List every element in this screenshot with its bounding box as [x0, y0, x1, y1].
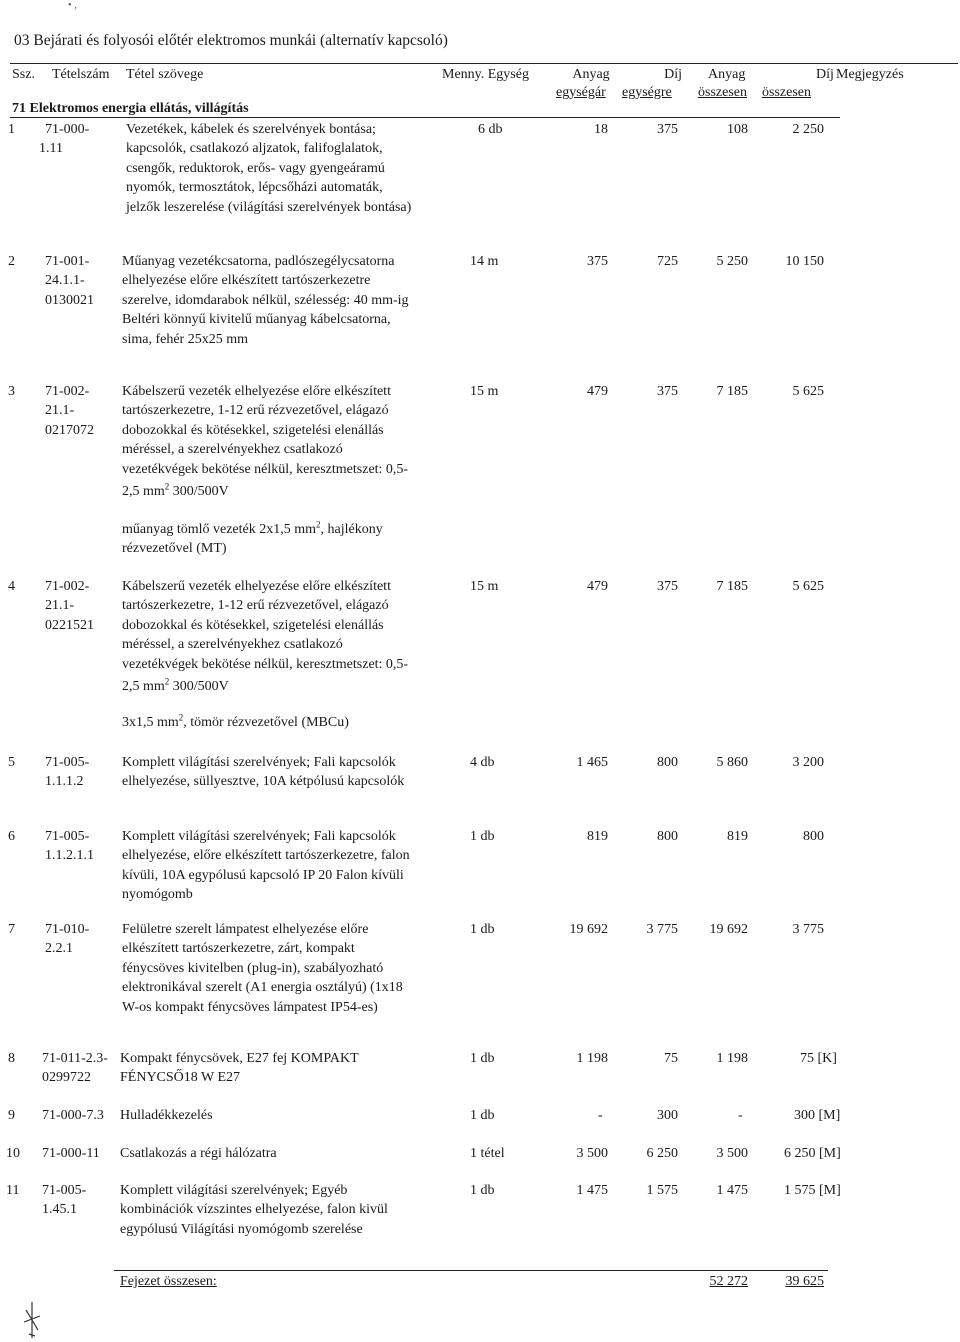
row-description — [126, 120, 411, 217]
header-anyag-osszesen-line2: összesen — [698, 85, 747, 100]
row-desc-line: méréssel, a szerelvényekhez csatlakozó — [122, 442, 343, 458]
row-desc-line: nyomógomb — [122, 887, 193, 903]
row-desc-line: elhelyezése, süllyesztve, 10A kétpólusú kapcsolók — [122, 774, 405, 790]
row-code-line: 71-005- — [42, 1183, 87, 1198]
row-fee-total: 800 — [803, 829, 824, 844]
footer-rule — [114, 1270, 828, 1271]
row-code-line: 0221521 — [45, 617, 94, 633]
row-note — [122, 520, 383, 559]
row-quantity: 1 tétel — [470, 1146, 505, 1161]
row-unit-material-price: 19 692 — [569, 922, 608, 937]
row-code-line: 71-000- — [45, 122, 90, 137]
row-material-total: 19 692 — [709, 922, 748, 937]
row-desc-line — [122, 677, 408, 696]
row-desc-line: vezetékvégek bekötése nélkül, keresztmetszet: 0,5- — [122, 461, 409, 477]
row-unit-fee: 375 — [657, 384, 678, 399]
row-code-line: 71-001- — [45, 254, 90, 269]
row-desc-line: fénycsöves kivitelben (plug-in), szabályozható — [122, 960, 384, 976]
row-desc-line: dobozokkal és kötésekkel, szigetelési elenállás — [122, 422, 384, 438]
row-desc-line: jelzők leszerelése (világítási szerelvények bontása) — [126, 199, 412, 215]
row-code-line: 0299722 — [42, 1070, 91, 1086]
row-note-text: 3x1,5 mm — [122, 715, 179, 730]
row-fee-total: 5 625 — [792, 384, 824, 399]
row-unit-material-price: 375 — [587, 254, 608, 269]
row-code-line: 0130021 — [45, 292, 94, 308]
row-fee-total: 300 [M] — [794, 1108, 841, 1123]
row-unit-fee: 6 250 — [646, 1146, 678, 1161]
row-description — [122, 827, 410, 905]
row-unit-fee: 800 — [657, 829, 678, 844]
row-material-total: 819 — [727, 829, 748, 844]
row-material-total: 5 250 — [716, 254, 748, 269]
row-desc-line: elhelyezése, előre elkészített tartószerkezetre, falon — [122, 848, 410, 864]
header-mennyiseg-egyseg: Menny. Egység — [442, 67, 529, 82]
row-code — [42, 1049, 108, 1088]
row-number: 6 — [8, 829, 15, 844]
row-fee-total: 2 250 — [792, 122, 824, 137]
row-code — [45, 753, 89, 792]
row-unit-material-price: 479 — [587, 579, 608, 594]
row-fee-total: 10 150 — [785, 254, 824, 269]
row-unit-material-price: 479 — [587, 384, 608, 399]
row-description — [122, 753, 404, 792]
row-code — [45, 577, 94, 635]
section-rule — [10, 117, 840, 118]
header-anyag-egysegar-line2: egységár — [556, 85, 606, 100]
header-anyag-osszesen-line1: Anyag — [708, 67, 746, 82]
row-description — [122, 252, 409, 349]
row-fee-total: 3 200 — [792, 755, 824, 770]
row-desc-line: Felületre szerelt lámpatest elhelyezése előre — [122, 922, 369, 937]
header-dij-osszesen-line2: összesen — [762, 85, 811, 100]
row-description — [120, 1144, 277, 1163]
row-note-text: műanyag tömlő vezeték 2x1,5 mm — [122, 522, 317, 537]
row-code-line: 0217072 — [45, 422, 94, 438]
row-description — [122, 920, 403, 1017]
row-number: 8 — [8, 1051, 15, 1066]
row-note — [122, 713, 349, 732]
row-desc-line: Kompakt fénycsövek, E27 fej KOMPAKT — [120, 1051, 359, 1066]
row-description — [122, 382, 408, 501]
row-desc-text: 2,5 mm — [122, 484, 165, 500]
chapter-fee-total: 39 625 — [785, 1274, 824, 1289]
row-number: 1 — [8, 122, 15, 137]
row-material-total: 3 500 — [716, 1146, 748, 1161]
row-quantity: 15 m — [470, 384, 499, 399]
section-heading: 71 Elektromos energia ellátás, villágítás — [12, 101, 249, 116]
row-desc-line: elhelyezése előre elkészített tartószerkezetre — [122, 273, 371, 289]
row-fee-total: 6 250 [M] — [784, 1146, 841, 1161]
row-desc-text: 300/500V — [169, 484, 229, 500]
row-quantity: 1 db — [470, 1051, 495, 1066]
row-unit-fee: 1 575 — [646, 1183, 678, 1198]
row-description — [122, 577, 408, 696]
row-desc-line: kapcsolók, csatlakozó aljzatok, falifoglalatok, — [126, 141, 383, 157]
row-unit-material-price: 1 198 — [576, 1051, 608, 1066]
row-code-line: 71-011-2.3- — [42, 1051, 108, 1066]
row-quantity: 1 db — [470, 1183, 495, 1198]
row-unit-fee: 800 — [657, 755, 678, 770]
header-ssz: Ssz. — [12, 67, 35, 82]
row-unit-material-price: 819 — [587, 829, 608, 844]
row-description — [120, 1106, 213, 1125]
row-code: 71-000-7.3 — [42, 1108, 104, 1123]
row-desc-line — [122, 482, 408, 501]
row-number: 10 — [6, 1146, 20, 1161]
row-code — [45, 920, 89, 959]
row-desc-line: dobozokkal és kötésekkel, szigetelési elenállás — [122, 617, 384, 633]
row-desc-line: Kábelszerű vezeték elhelyezése előre elkészített — [122, 579, 391, 594]
header-dij-egysegre — [622, 66, 682, 102]
row-material-total: - — [738, 1108, 743, 1123]
row-code-line: 2.2.1 — [45, 941, 73, 957]
header-anyag-osszesen — [698, 66, 747, 102]
header-anyag-egysegar — [556, 66, 616, 102]
row-code — [45, 252, 94, 310]
row-unit-material-price: 18 — [594, 122, 608, 137]
row-unit-fee: 375 — [657, 579, 678, 594]
row-material-total: 7 185 — [716, 579, 748, 594]
row-desc-line: tartószerkezetre, 1-12 erű rézvezetővel, elágazó — [122, 403, 389, 419]
row-code-line: 71-002- — [45, 384, 90, 399]
row-desc-line: Komplett világítási szerelvények; Fali kapcsolók — [122, 829, 396, 844]
chapter-material-total: 52 272 — [709, 1274, 748, 1289]
row-code-line: 1.45.1 — [42, 1202, 77, 1218]
row-code-line: 1.11 — [39, 141, 63, 157]
header-dij-egysegre-line1: Díj — [664, 67, 682, 82]
row-description — [120, 1181, 388, 1239]
row-quantity: 1 db — [470, 1108, 495, 1123]
row-unit-fee: 375 — [657, 122, 678, 137]
row-number: 7 — [8, 922, 15, 937]
row-note-line: rézvezetővel (MT) — [122, 541, 227, 557]
row-quantity: 6 db — [478, 122, 503, 137]
row-code-line: 71-002- — [45, 579, 90, 594]
row-number: 5 — [8, 755, 15, 770]
row-code-line: 71-005- — [45, 829, 90, 844]
scan-mark: • ‚ — [68, 0, 78, 11]
row-desc-line: kívüli, 10A egypólusú kapcsoló IP 20 Falon kívüli — [122, 867, 404, 883]
row-unit-fee: 725 — [657, 254, 678, 269]
signature-mark — [20, 1300, 44, 1340]
row-code-line: 1.1.1.2 — [45, 774, 84, 790]
row-note-text: , hajlékony — [320, 522, 383, 537]
row-material-total: 5 860 — [716, 755, 748, 770]
chapter-total-label: Fejezet összesen: — [120, 1274, 217, 1289]
row-code: 71-000-11 — [42, 1146, 100, 1161]
row-desc-line: Komplett világítási szerelvények; Fali kapcsolók — [122, 755, 396, 770]
row-unit-fee: 75 — [664, 1051, 678, 1066]
row-desc-line: Csatlakozás a régi hálózatra — [120, 1146, 277, 1161]
header-dij-osszesen — [762, 66, 834, 102]
row-description — [120, 1049, 359, 1088]
page-title: 03 Bejárati és folyosói előtér elektromos munkái (alternatív kapcsoló) — [14, 32, 448, 49]
row-fee-total: 75 [K] — [800, 1051, 837, 1066]
row-code-line: 71-005- — [45, 755, 90, 770]
row-material-total: 108 — [727, 122, 748, 137]
row-note-line — [122, 713, 349, 732]
row-desc-line: csengők, reduktorok, erős- vagy gyengeáramú — [126, 160, 385, 176]
row-material-total: 1 198 — [716, 1051, 748, 1066]
row-code — [42, 1181, 86, 1220]
header-anyag-egysegar-line1: Anyag — [572, 67, 610, 82]
row-note-text: , tömör rézvezetővel (MBCu) — [183, 715, 349, 730]
row-desc-line: tartószerkezetre, 1-12 erű rézvezetővel, elágazó — [122, 598, 389, 614]
row-desc-line: egypólusú Világítási nyomógomb szerelése — [120, 1221, 363, 1237]
row-code-line: 21.1- — [45, 403, 75, 419]
row-note-line — [122, 520, 383, 539]
row-unit-material-price: 1 475 — [576, 1183, 608, 1198]
row-material-total: 1 475 — [716, 1183, 748, 1198]
header-tetel-szovege: Tétel szövege — [126, 67, 204, 82]
row-quantity: 4 db — [470, 755, 495, 770]
row-desc-line: Komplett világítási szerelvények; Egyéb — [120, 1183, 348, 1198]
row-desc-line: W-os kompakt fénycsöves lámpatest IP54-es) — [122, 999, 378, 1015]
row-desc-line: Kábelszerű vezeték elhelyezése előre elkészített — [122, 384, 391, 399]
header-dij-osszesen-line1: Díj — [816, 67, 834, 82]
row-code — [45, 827, 94, 866]
row-quantity: 15 m — [470, 579, 499, 594]
row-desc-line: Műanyag vezetékcsatorna, padlószegélycsatorna — [122, 254, 395, 269]
row-unit-fee: 300 — [657, 1108, 678, 1123]
row-code-line: 21.1- — [45, 598, 75, 614]
row-desc-line: elkészített tartószerkezetre, zárt, kompakt — [122, 941, 355, 957]
header-top-rule — [10, 63, 958, 64]
superscript: 2 — [164, 676, 170, 687]
superscript: 2 — [178, 712, 184, 723]
row-quantity: 1 db — [470, 922, 495, 937]
row-desc-line: sima, fehér 25x25 mm — [122, 331, 248, 347]
superscript: 2 — [164, 481, 170, 492]
row-fee-total: 3 775 — [792, 922, 824, 937]
row-unit-material-price: - — [598, 1108, 603, 1123]
row-unit-fee: 3 775 — [646, 922, 678, 937]
row-unit-material-price: 3 500 — [576, 1146, 608, 1161]
row-code — [45, 382, 94, 440]
row-number: 4 — [8, 579, 15, 594]
row-number: 2 — [8, 254, 15, 269]
row-number: 3 — [8, 384, 15, 399]
row-quantity: 1 db — [470, 829, 495, 844]
row-desc-text: 2,5 mm — [122, 679, 165, 695]
row-number: 11 — [6, 1183, 20, 1198]
row-desc-line: elektronikával szerelt (A1 energia osztályú) (1x18 — [122, 980, 403, 996]
row-desc-line: méréssel, a szerelvényekhez csatlakozó — [122, 637, 343, 653]
row-desc-line: Beltéri könnyű kivitelű műanyag kábelcsatorna, — [122, 312, 391, 328]
row-fee-total: 5 625 — [792, 579, 824, 594]
row-code-line: 1.1.2.1.1 — [45, 848, 94, 864]
row-material-total: 7 185 — [716, 384, 748, 399]
row-desc-line: nyomók, termosztátok, lépcsőházi automaták, — [126, 180, 383, 196]
row-desc-line: szerelve, idomdarabok nélkül, szélesség: 40 mm-ig — [122, 292, 409, 308]
row-unit-material-price: 1 465 — [576, 755, 608, 770]
row-desc-line: vezetékvégek bekötése nélkül, keresztmetszet: 0,5- — [122, 656, 409, 672]
row-number: 9 — [8, 1108, 15, 1123]
row-fee-total: 1 575 [M] — [784, 1183, 841, 1198]
row-code — [39, 120, 90, 159]
superscript: 2 — [316, 519, 321, 530]
header-megjegyzes: Megjegyzés — [836, 67, 904, 82]
row-desc-line: kombinációk vízszintes elhelyezése, falon kivül — [120, 1202, 388, 1218]
row-desc-line: Hulladékkezelés — [120, 1108, 213, 1123]
row-code-line: 71-010- — [45, 922, 90, 937]
header-dij-egysegre-line2: egységre — [622, 85, 672, 100]
header-tetelszam: Tételszám — [52, 67, 110, 82]
row-quantity: 14 m — [470, 254, 499, 269]
row-desc-line: Vezetékek, kábelek és szerelvények bontása; — [126, 122, 376, 137]
row-desc-text: 300/500V — [169, 679, 229, 695]
row-desc-line: FÉNYCSŐ18 W E27 — [120, 1070, 241, 1086]
row-code-line: 24.1.1- — [45, 273, 85, 289]
